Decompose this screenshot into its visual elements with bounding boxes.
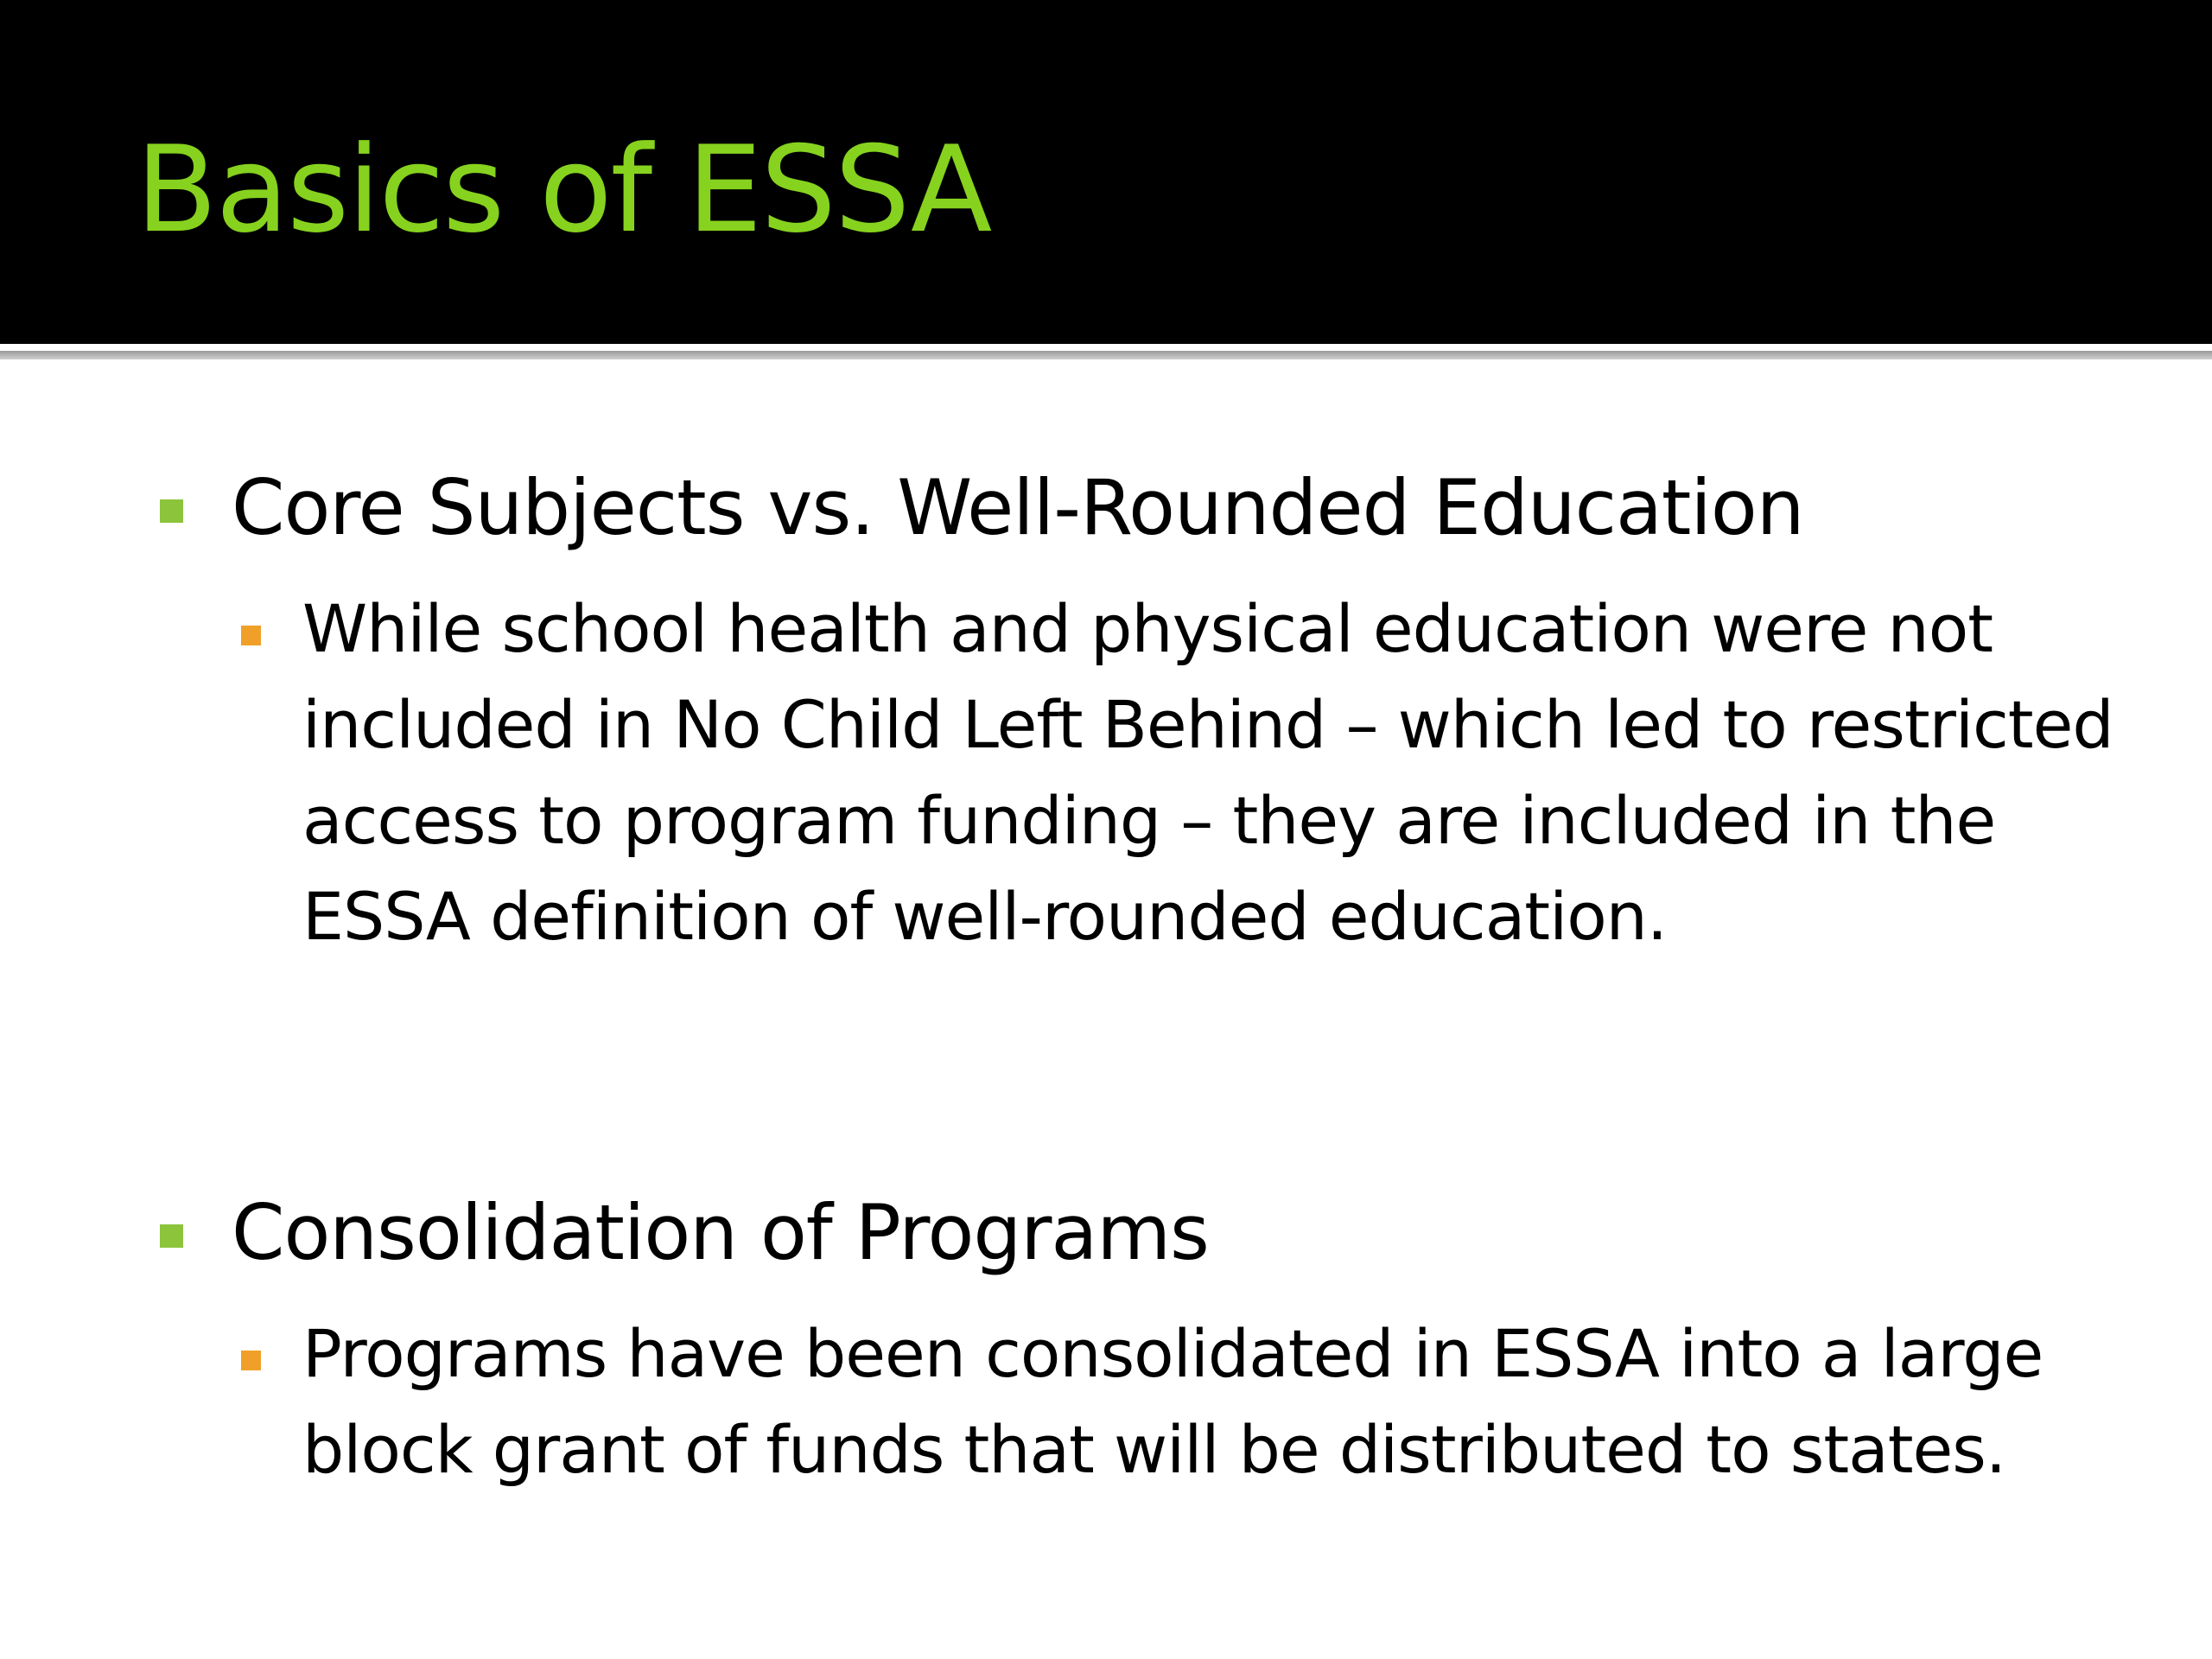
square-bullet-icon — [160, 499, 183, 523]
bullet-heading: Consolidation of Programs — [232, 1188, 1209, 1277]
square-sub-bullet-icon — [241, 626, 261, 645]
sub-bullet-text: While school health and physical education were not included in No Child Left Behind – which led to restricted access to program funding – they are included in the ESSA definition of well-rounded education. — [302, 590, 2113, 955]
slide-title: Basics of ESSA — [136, 120, 991, 259]
sub-bullet-text: Programs have been consolidated in ESSA into a large block grant of funds that will be distributed to states. — [302, 1315, 2044, 1488]
bullet-heading: Core Subjects vs. Well-Rounded Education — [232, 463, 1804, 552]
square-bullet-icon — [160, 1224, 183, 1248]
square-sub-bullet-icon — [241, 1351, 261, 1370]
